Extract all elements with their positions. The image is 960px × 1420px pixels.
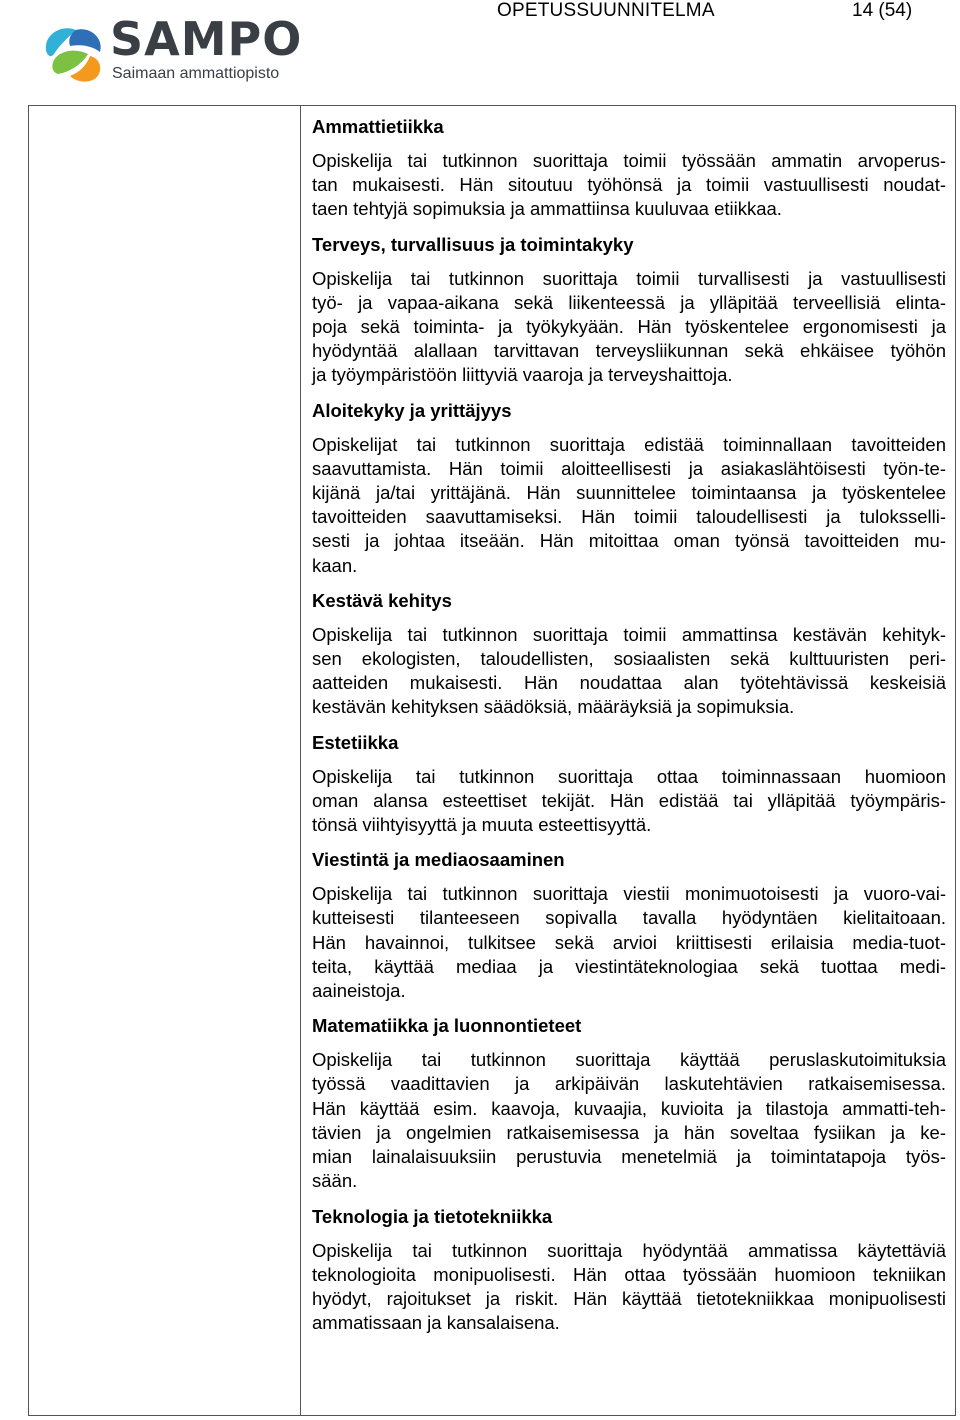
text-line: sään. [312,1170,358,1192]
section-text [312,882,946,1003]
section-title: Ammattietiikka [312,116,444,137]
text-line: kijänä ja/tai yrittäjänä. Hän suunnittelee toimintaansa ja työskentelee [312,482,946,504]
text-line: Opiskelija tai tutkinnon suorittaja viestii monimuotoisesti ja vuoro-vai- [312,883,946,905]
section-text [312,1239,946,1336]
text-line: Opiskelija tai tutkinnon suorittaja toimii ammattinsa kestävän kehityk- [312,623,946,645]
section-title: Matematiikka ja luonnontieteet [312,1015,582,1037]
text-line: kaan. [312,554,358,576]
text-line: sesti ja johtaa itseään. Hän mitoittaa oman työnsä tavoitteiden mu- [312,530,946,552]
section-text [312,623,946,720]
text-line: teita, käyttää mediaa ja viestintäteknologiaa sekä tuottaa medi- [312,955,946,977]
text-line: sen ekologisten, taloudellisten, sosiaalisten sekä kulttuuristen peri- [312,648,946,670]
sampo-logo-icon [40,20,108,86]
section-title: Aloitekyky ja yrittäjyys [312,399,512,421]
text-line: hyödyntää alallaan tarvittavan terveysliikunnan sekä ehkäisee työhön [312,340,946,362]
text-line: aaineistoja. [312,980,406,1002]
competence-descriptions [312,115,946,1346]
sampo-logo [40,12,310,88]
text-line: tönsä viihtyisyyttä ja muuta esteettisyyttä. [312,814,652,836]
text-line: Opiskelija tai tutkinnon suorittaja hyödyntää ammatissa käytettäviä [312,1239,946,1261]
page-number: 14 (54) [852,0,913,21]
section-text [312,1048,946,1193]
text-line: Hän käyttää esim. kaavoja, kuvaajia, kuvioita ja tilastoja ammatti-teh- [312,1097,946,1119]
section-title: Estetiikka [312,731,399,753]
text-line: oman alansa esteettiset tekijät. Hän edistää tai ylläpitää työympäris- [312,789,946,811]
logo-wordmark: SAMPO [110,12,303,66]
logo-subtitle: Saimaan ammattiopisto [112,65,280,82]
text-line: aatteiden mukaisesti. Hän noudattaa alan työtehtävissä keskeisiä [312,672,946,694]
text-line: taen tehtyjä sopimuksia ja ammattiinsa kuuluvaa etiikkaa. [312,198,782,220]
text-line: Opiskelijat tai tutkinnon suorittaja edistää toiminnallaan tavoitteiden [312,433,946,455]
text-line: saavuttamista. Hän toimii aloitteellisesti ja asiakaslähtöisesti työn-te- [312,457,946,479]
text-line: tävien ja ongelmien ratkaisemisessa ja hän soveltaa fysiikan ja ke- [312,1121,946,1143]
text-line: Opiskelija tai tutkinnon suorittaja ottaa toiminnassaan huomioon [312,765,946,787]
section-text [312,149,946,222]
column-divider [300,105,301,1416]
text-line: ja työympäristöön liittyviä vaaroja ja terveyshaittoja. [312,364,733,386]
text-line: työssä vaadittavien ja arkipäivän laskutehtävien ratkaisemisessa. [312,1073,946,1095]
text-line: työ- ja vapaa-aikana sekä liikenteessä ja ylläpitää terveellisiä elinta- [312,291,946,313]
text-line: kutteisesti tilanteeseen sopivalla tavalla hyödyntäen kielitaitoaan. [312,907,946,929]
text-line: kestävän kehityksen säädöksiä, määräyksiä ja sopimuksia. [312,696,795,718]
section-text [312,267,946,388]
text-line: Opiskelija tai tutkinnon suorittaja käyttää peruslaskutoimituksia [312,1049,946,1071]
section-text [312,765,946,838]
text-line: Opiskelija tai tutkinnon suorittaja toimii työssään ammatin arvoperus- [312,150,946,171]
section-text [312,433,946,578]
section-title: Teknologia ja tietotekniikka [312,1205,553,1227]
text-line: mian lainalaisuuksiin perustuvia menetelmiä ja toimintatapoja työs- [312,1146,946,1168]
text-line: tan mukaisesti. Hän sitoutuu työhönsä ja toimii vastuullisesti noudat- [312,174,946,196]
text-line: tavoitteiden saavuttamiseksi. Hän toimii taloudellisesti ja tuloksselli- [312,506,946,528]
text-line: ammatissaan ja kansalaisena. [312,1312,560,1334]
text-line: poja sekä toiminta- ja työkykyään. Hän työskentelee ergonomisesti ja [312,316,946,338]
text-line: teknologioita monipuolisesti. Hän ottaa työssään huomioon tekniikan [312,1263,946,1285]
text-line: hyödyt, rajoitukset ja riskit. Hän käyttää tietotekniikkaa monipuolisesti [312,1287,946,1309]
section-title: Viestintä ja mediaosaaminen [312,849,565,871]
document-title: OPETUSSUUNNITELMA [497,0,715,21]
section-title: Terveys, turvallisuus ja toimintakyky [312,233,634,255]
section-title: Kestävä kehitys [312,589,452,611]
text-line: Hän havainnoi, tulkitsee sekä arvioi kriittisesti erilaisia media-tuot- [312,931,946,953]
text-line: Opiskelija tai tutkinnon suorittaja toimii turvallisesti ja vastuullisesti [312,267,946,289]
